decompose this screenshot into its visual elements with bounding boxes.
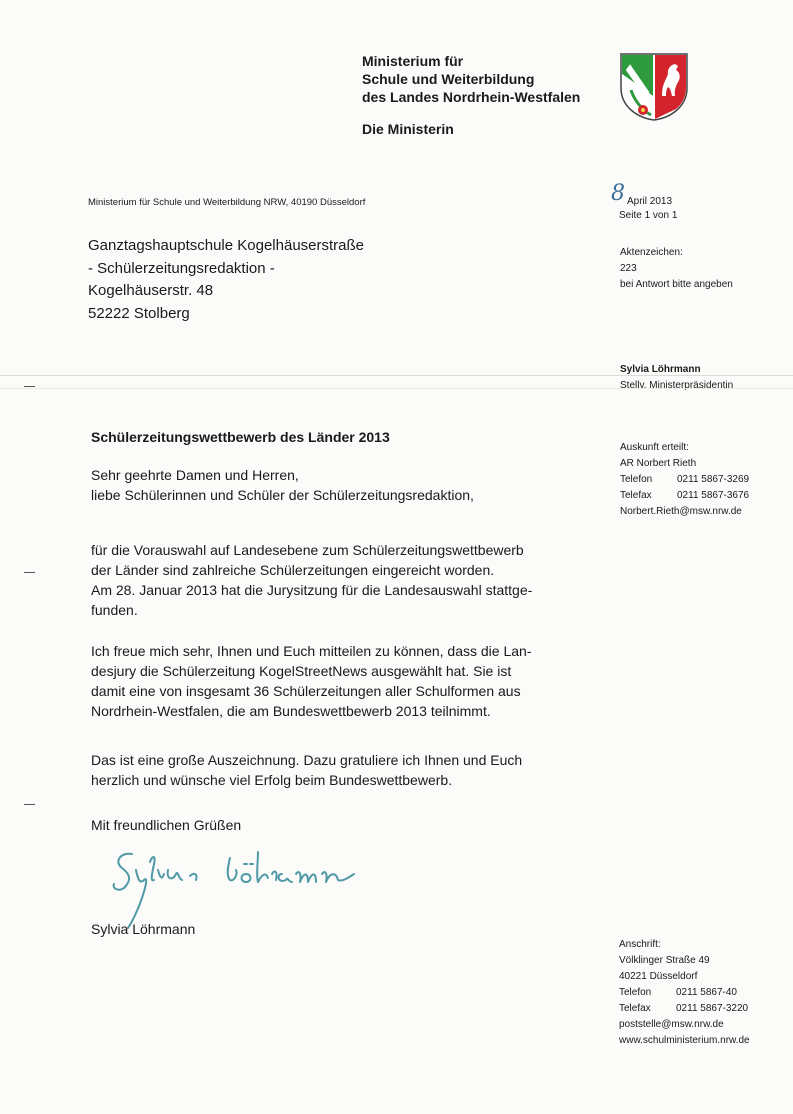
contact-info-block [620,440,749,520]
paper-fold-line [0,375,793,376]
address-email: poststelle@msw.nrw.de [619,1019,724,1030]
fold-mark [24,572,35,573]
body-line: Das ist eine große Auszeichnung. Dazu gratuliere ich Ihnen und Euch [91,752,523,768]
signatory-title: Stellv. Ministerpräsidentin [620,380,734,391]
body-paragraph [91,750,611,790]
body-line: Am 28. Januar 2013 hat die Jurysitzung für die Landesauswahl stattge- [91,582,533,598]
contact-label: Auskunft erteilt: [620,442,689,453]
address-phone-row [619,985,750,1001]
fax-number: 0211 5867-3220 [676,1003,749,1014]
ministry-name [362,52,580,106]
ministry-line: Schule und Weiterbildung [362,71,535,87]
body-paragraph [91,641,611,721]
phone-number: 0211 5867-3269 [677,474,750,485]
ministry-line: Ministerium für [362,53,464,69]
ministerin-title: Die Ministerin [362,121,454,137]
recipient-line: Ganztagshauptschule Kogelhäuserstraße [88,237,365,254]
letter-subject: Schülerzeitungswettbewerb des Länder 2013 [91,429,390,445]
address-city: 40221 Düsseldorf [619,971,698,982]
body-line: der Länder sind zahlreiche Schülerzeitungen eingereicht worden. [91,562,495,578]
body-line: Ich freue mich sehr, Ihnen und Euch mitteilen zu können, dass die Lan- [91,643,532,659]
contact-phone-row [620,472,749,488]
closing-greeting: Mit freundlichen Grüßen [91,817,242,833]
page-count: Seite 1 von 1 [619,210,678,221]
signatory-block [620,362,733,394]
phone-label: Telefon [619,987,652,998]
contact-fax-row [620,488,749,504]
fax-number: 0211 5867-3676 [677,490,750,501]
address-fax-row [619,1001,750,1017]
nrw-coat-of-arms-icon [618,52,690,122]
signatory-name: Sylvia Löhrmann [620,364,701,375]
contact-email: Norbert.Rieth@msw.nrw.de [620,506,742,517]
body-paragraph [91,540,611,620]
body-line: damit eine von insgesamt 36 Schülerzeitungen aller Schulformen aus [91,683,521,699]
reference-label: Aktenzeichen: [620,247,683,258]
address-label: Anschrift: [619,939,661,950]
reference-block [620,245,733,293]
salutation-line: liebe Schülerinnen und Schüler der Schülerzeitungsredaktion, [91,487,474,503]
salutation [91,465,611,505]
address-street: Völklinger Straße 49 [619,955,710,966]
recipient-address [88,235,364,325]
sender-address-line: Ministerium für Schule und Weiterbildung NRW, 40190 Düsseldorf [88,197,366,208]
recipient-line: 52222 Stolberg [88,304,190,322]
fold-mark [24,386,35,387]
date-block [611,181,678,223]
recipient-line: - Schülerzeitungsredaktion - [88,259,275,277]
phone-number: 0211 5867-40 [676,987,737,998]
paper-fold-line [0,388,793,389]
signer-name: Sylvia Löhrmann [91,921,196,937]
fax-label: Telefax [620,490,652,501]
date-month-year: April 2013 [627,196,673,207]
address-website: www.schulministerium.nrw.de [619,1035,750,1046]
body-line: desjury die Schülerzeitung KogelStreetNews ausgewählt hat. Sie ist [91,663,512,679]
ministry-line: des Landes Nordrhein-Westfalen [362,89,581,105]
body-line: Nordrhein-Westfalen, die am Bundeswettbewerb 2013 teilnimmt. [91,703,491,719]
body-line: funden. [91,602,138,618]
body-line: für die Vorauswahl auf Landesebene zum Schülerzeitungswettbewerb [91,542,524,558]
phone-label: Telefon [620,474,653,485]
recipient-line: Kogelhäuserstr. 48 [88,282,214,299]
handwritten-day: 8 [611,181,625,206]
punch-mark [24,804,35,805]
fax-label: Telefax [619,1003,651,1014]
reference-number: 223 [620,263,637,274]
salutation-line: Sehr geehrte Damen und Herren, [91,467,299,483]
postal-address-block [619,937,750,1049]
body-line: herzlich und wünsche viel Erfolg beim Bundeswettbewerb. [91,772,453,788]
contact-name: AR Norbert Rieth [620,458,697,469]
handwritten-signature [110,840,370,930]
reference-note: bei Antwort bitte angeben [620,279,733,290]
